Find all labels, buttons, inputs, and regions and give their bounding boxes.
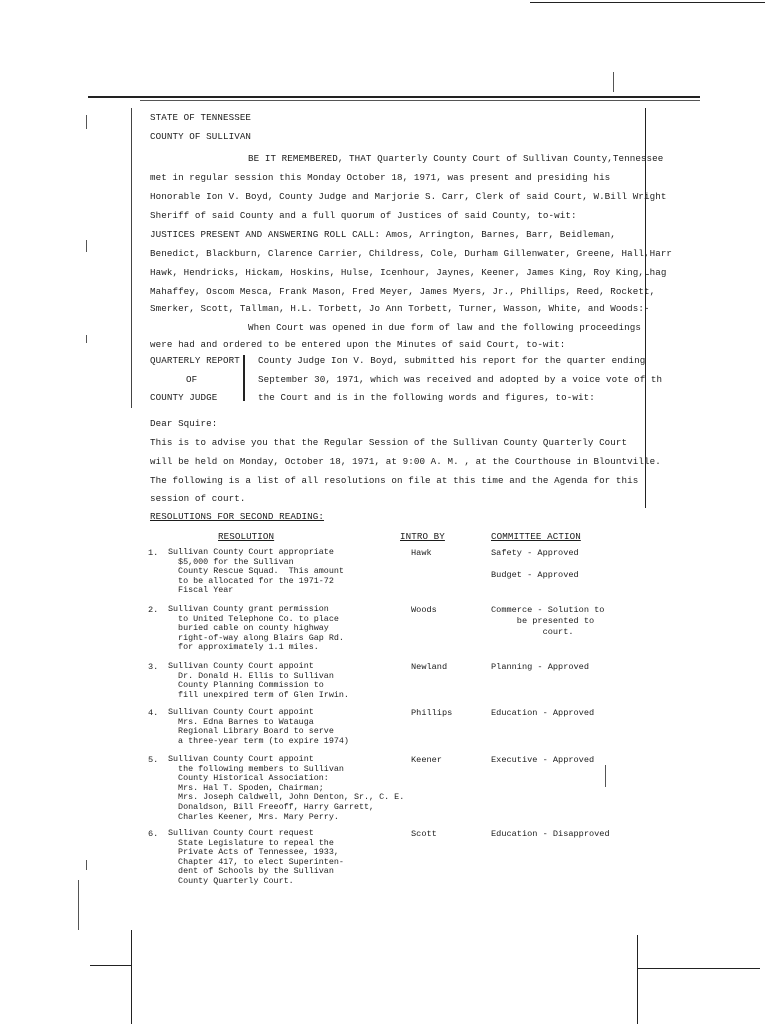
margin-mark: [86, 115, 87, 129]
report-label: QUARTERLY REPORT: [150, 355, 240, 366]
margin-mark: [86, 240, 87, 252]
committee-action: Education - Disapproved: [491, 829, 610, 839]
intro-by: Woods: [411, 605, 437, 615]
intro-line: Benedict, Blackburn, Clarence Carrier, Childress, Cole, Durham Gillenwater, Greene, Hall,Harr: [150, 248, 673, 259]
intro-by: Scott: [411, 829, 437, 839]
letter-line: will be held on Monday, October 18, 1971, at 9:00 A. M. , at the Courthouse in Blountville.: [150, 456, 661, 467]
report-bracket: [243, 355, 245, 401]
intro-line: BE IT REMEMBERED, THAT Quarterly County Court of Sullivan County,Tennessee: [248, 153, 664, 164]
row-number: 4.: [148, 708, 159, 718]
report-text: September 30, 1971, which was received and adopted by a voice vote of th: [258, 374, 663, 385]
intro-line: Honorable Ion V. Boyd, County Judge and Marjorie S. Carr, Clerk of said Court, W.Bill Wright: [150, 191, 667, 202]
intro-line: Mahaffey, Oscom Mesca, Frank Mason, Fred Meyer, James Myers, Jr., Phillips, Reed, Rockett,: [150, 286, 656, 297]
report-label: OF: [186, 374, 198, 385]
margin-mark: [78, 880, 79, 930]
salutation: Dear Squire:: [150, 418, 218, 429]
intro-by: Newland: [411, 662, 448, 672]
letter-line: This is to advise you that the Regular Session of the Sullivan County Quarterly Court: [150, 437, 628, 448]
col-header-intro: INTRO BY: [400, 531, 445, 542]
section-heading: RESOLUTIONS FOR SECOND READING:: [150, 511, 325, 522]
resolution-text: Sullivan County Court appoint Dr. Donald H. Ellis to Sullivan County Planning Commission to fill unexpired term of Glen Irwin.: [168, 661, 349, 700]
col-header-resolution: RESOLUTION: [218, 531, 275, 542]
committee-action: Commerce - Solution to be presented to court.: [491, 605, 605, 637]
letter-line: session of court.: [150, 493, 246, 504]
left-margin-line: [131, 108, 132, 408]
committee-action: Planning - Approved: [491, 662, 589, 672]
top-edge-line: [530, 2, 765, 3]
row-number: 5.: [148, 755, 159, 765]
bottom-right-rule: [637, 968, 760, 969]
intro-by: Hawk: [411, 548, 432, 558]
margin-mark: [86, 335, 87, 343]
bottom-right-vert: [637, 935, 638, 1024]
county-heading: COUNTY OF SULLIVAN: [150, 131, 252, 142]
scan-mark: [605, 765, 606, 787]
state-heading: STATE OF TENNESSEE: [150, 112, 252, 123]
row-number: 1.: [148, 548, 159, 558]
intro-line: Smerker, Scott, Tallman, H.L. Torbett, Jo Ann Torbett, Turner, Wasson, White, and Woods:-: [150, 303, 650, 314]
resolution-text: Sullivan County grant permission to United Telephone Co. to place buried cable on county highway right-of-way along Blairs Gap Rd. for approximately 1.1 miles.: [168, 604, 344, 653]
row-number: 3.: [148, 662, 159, 672]
col-header-committee: COMMITTEE ACTION: [491, 531, 581, 542]
bottom-left-vert: [131, 930, 132, 1024]
resolution-text: Sullivan County Court appoint Mrs. Edna Barnes to Watauga Regional Library Board to serve a three-year term (to expire 1974): [168, 707, 349, 746]
committee-action: Education - Approved: [491, 708, 595, 718]
intro-line: JUSTICES PRESENT AND ANSWERING ROLL CALL: Amos, Arrington, Barnes, Barr, Beidleman,: [150, 229, 616, 240]
report-label: COUNTY JUDGE: [150, 392, 218, 403]
report-text: County Judge Ion V. Boyd, submitted his report for the quarter ending: [258, 355, 646, 366]
letter-line: The following is a list of all resolutions on file at this time and the Agenda for this: [150, 475, 639, 486]
intro-line: met in regular session this Monday October 18, 1971, was present and presiding his: [150, 172, 611, 183]
header-rule: [88, 96, 700, 98]
intro-line: were had and ordered to be entered upon the Minutes of said Court, to-wit:: [150, 339, 566, 350]
bottom-left-rule: [90, 965, 132, 966]
committee-action: Safety - Approved Budget - Approved: [491, 548, 579, 580]
committee-action: Executive - Approved: [491, 755, 595, 765]
report-text: the Court and is in the following words and figures, to-wit:: [258, 392, 595, 403]
intro-line: Sheriff of said County and a full quorum of Justices of said County, to-wit:: [150, 210, 577, 221]
header-rule-2: [140, 100, 700, 101]
intro-line: Hawk, Hendricks, Hickam, Hoskins, Hulse, Icenhour, Jaynes, Keener, James King, Roy King,Lhag: [150, 267, 667, 278]
intro-line: When Court was opened in due form of law and the following proceedings: [248, 322, 641, 333]
scan-mark: [613, 72, 614, 92]
resolution-text: Sullivan County Court request State Legislature to repeal the Private Acts of Tennessee, 1933, Chapter 417, to elect Superinten- dent of Schools by the Sullivan County Quarterly Court.: [168, 828, 344, 886]
intro-by: Phillips: [411, 708, 453, 718]
margin-mark: [86, 860, 87, 870]
row-number: 6.: [148, 829, 159, 839]
row-number: 2.: [148, 605, 159, 615]
resolution-text: Sullivan County Court appropriate $5,000 for the Sullivan County Rescue Squad. This amount to be allocated for the 1971-72 Fiscal Year: [168, 547, 344, 596]
resolution-text: Sullivan County Court appoint the following members to Sullivan County Historical Association: Mrs. Hal T. Spoden, Chairman; Mrs. Joseph Caldwell, John Denton, Sr., C. E. Donaldson, Bill Freeoff, Harry Garrett, Charles Keener, Mrs. Mary Perry.: [168, 754, 405, 822]
intro-by: Keener: [411, 755, 442, 765]
